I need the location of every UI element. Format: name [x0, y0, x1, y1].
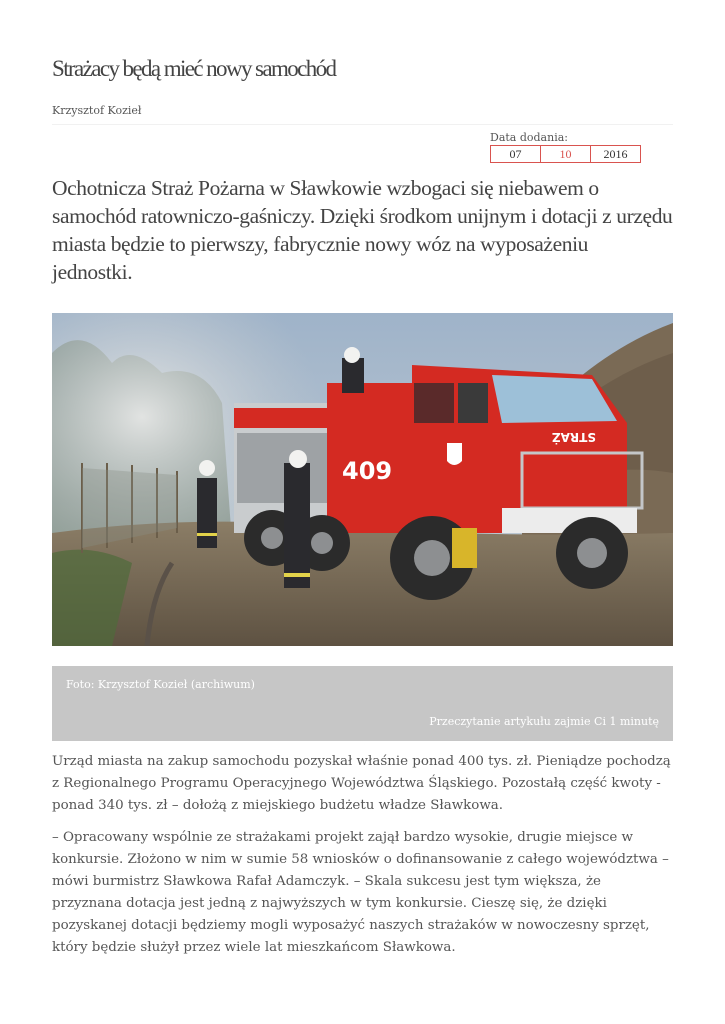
photo-caption [52, 666, 673, 741]
date-month: 10 [540, 145, 591, 163]
truck-number: 409 [342, 457, 393, 485]
article-title: Strażacy będą mieć nowy samochód [52, 56, 336, 81]
article-photo [52, 313, 673, 646]
article-paragraph: Urząd miasta na zakup samochodu pozyskał właśnie ponad 400 tys. zł. Pieniądze pochodzą z Regionalnego Programu Operacyjnego Województwa Śląskiego. Pozostałą część kwoty - ponad 340 tys. zł – dołożą z miejskiego budżetu władze Sławkowa. [52, 754, 671, 813]
divider [52, 124, 673, 125]
cab-label: STRAŻ [551, 430, 596, 444]
date-block [490, 130, 644, 163]
date-boxes [490, 145, 644, 163]
reading-time: Przeczytanie artykułu zajmie Ci 1 minutę [429, 715, 659, 728]
photo-credit: Foto: Krzysztof Kozieł (archiwum) [66, 678, 255, 691]
date-day: 07 [490, 145, 541, 163]
article-paragraph: – Opracowany wspólnie ze strażakami projekt zajął bardzo wysokie, drugie miejsce w konkursie. Złożono w nim w sumie 58 wniosków o dofinansowanie z całego województwa – mówi burmistrz Sławkowa Rafał Adamczyk. – Skala sukcesu jest tym większa, że przyznana dotacja jest jedną z najwyższych w tym konkursie. Cieszę się, że dzięki pozyskanej dotacji będziemy mogli wyposażyć naszych strażaków w nowoczesny sprzęt, który będzie służył przez wiele lat mieszkańcom Sławkowa. [52, 830, 669, 955]
article-lead: Ochotnicza Straż Pożarna w Sławkowie wzbogaci się niebawem o samochód ratowniczo-gaśniczy. Dzięki środkom unijnym i dotacji z urzędu miasta będzie to pierwszy, fabrycznie nowy wóz na wyposażeniu jednostki. [52, 176, 673, 284]
article-author[interactable]: Krzysztof Kozieł [52, 104, 142, 117]
date-year: 2016 [590, 145, 641, 163]
date-label: Data dodania: [490, 131, 568, 144]
